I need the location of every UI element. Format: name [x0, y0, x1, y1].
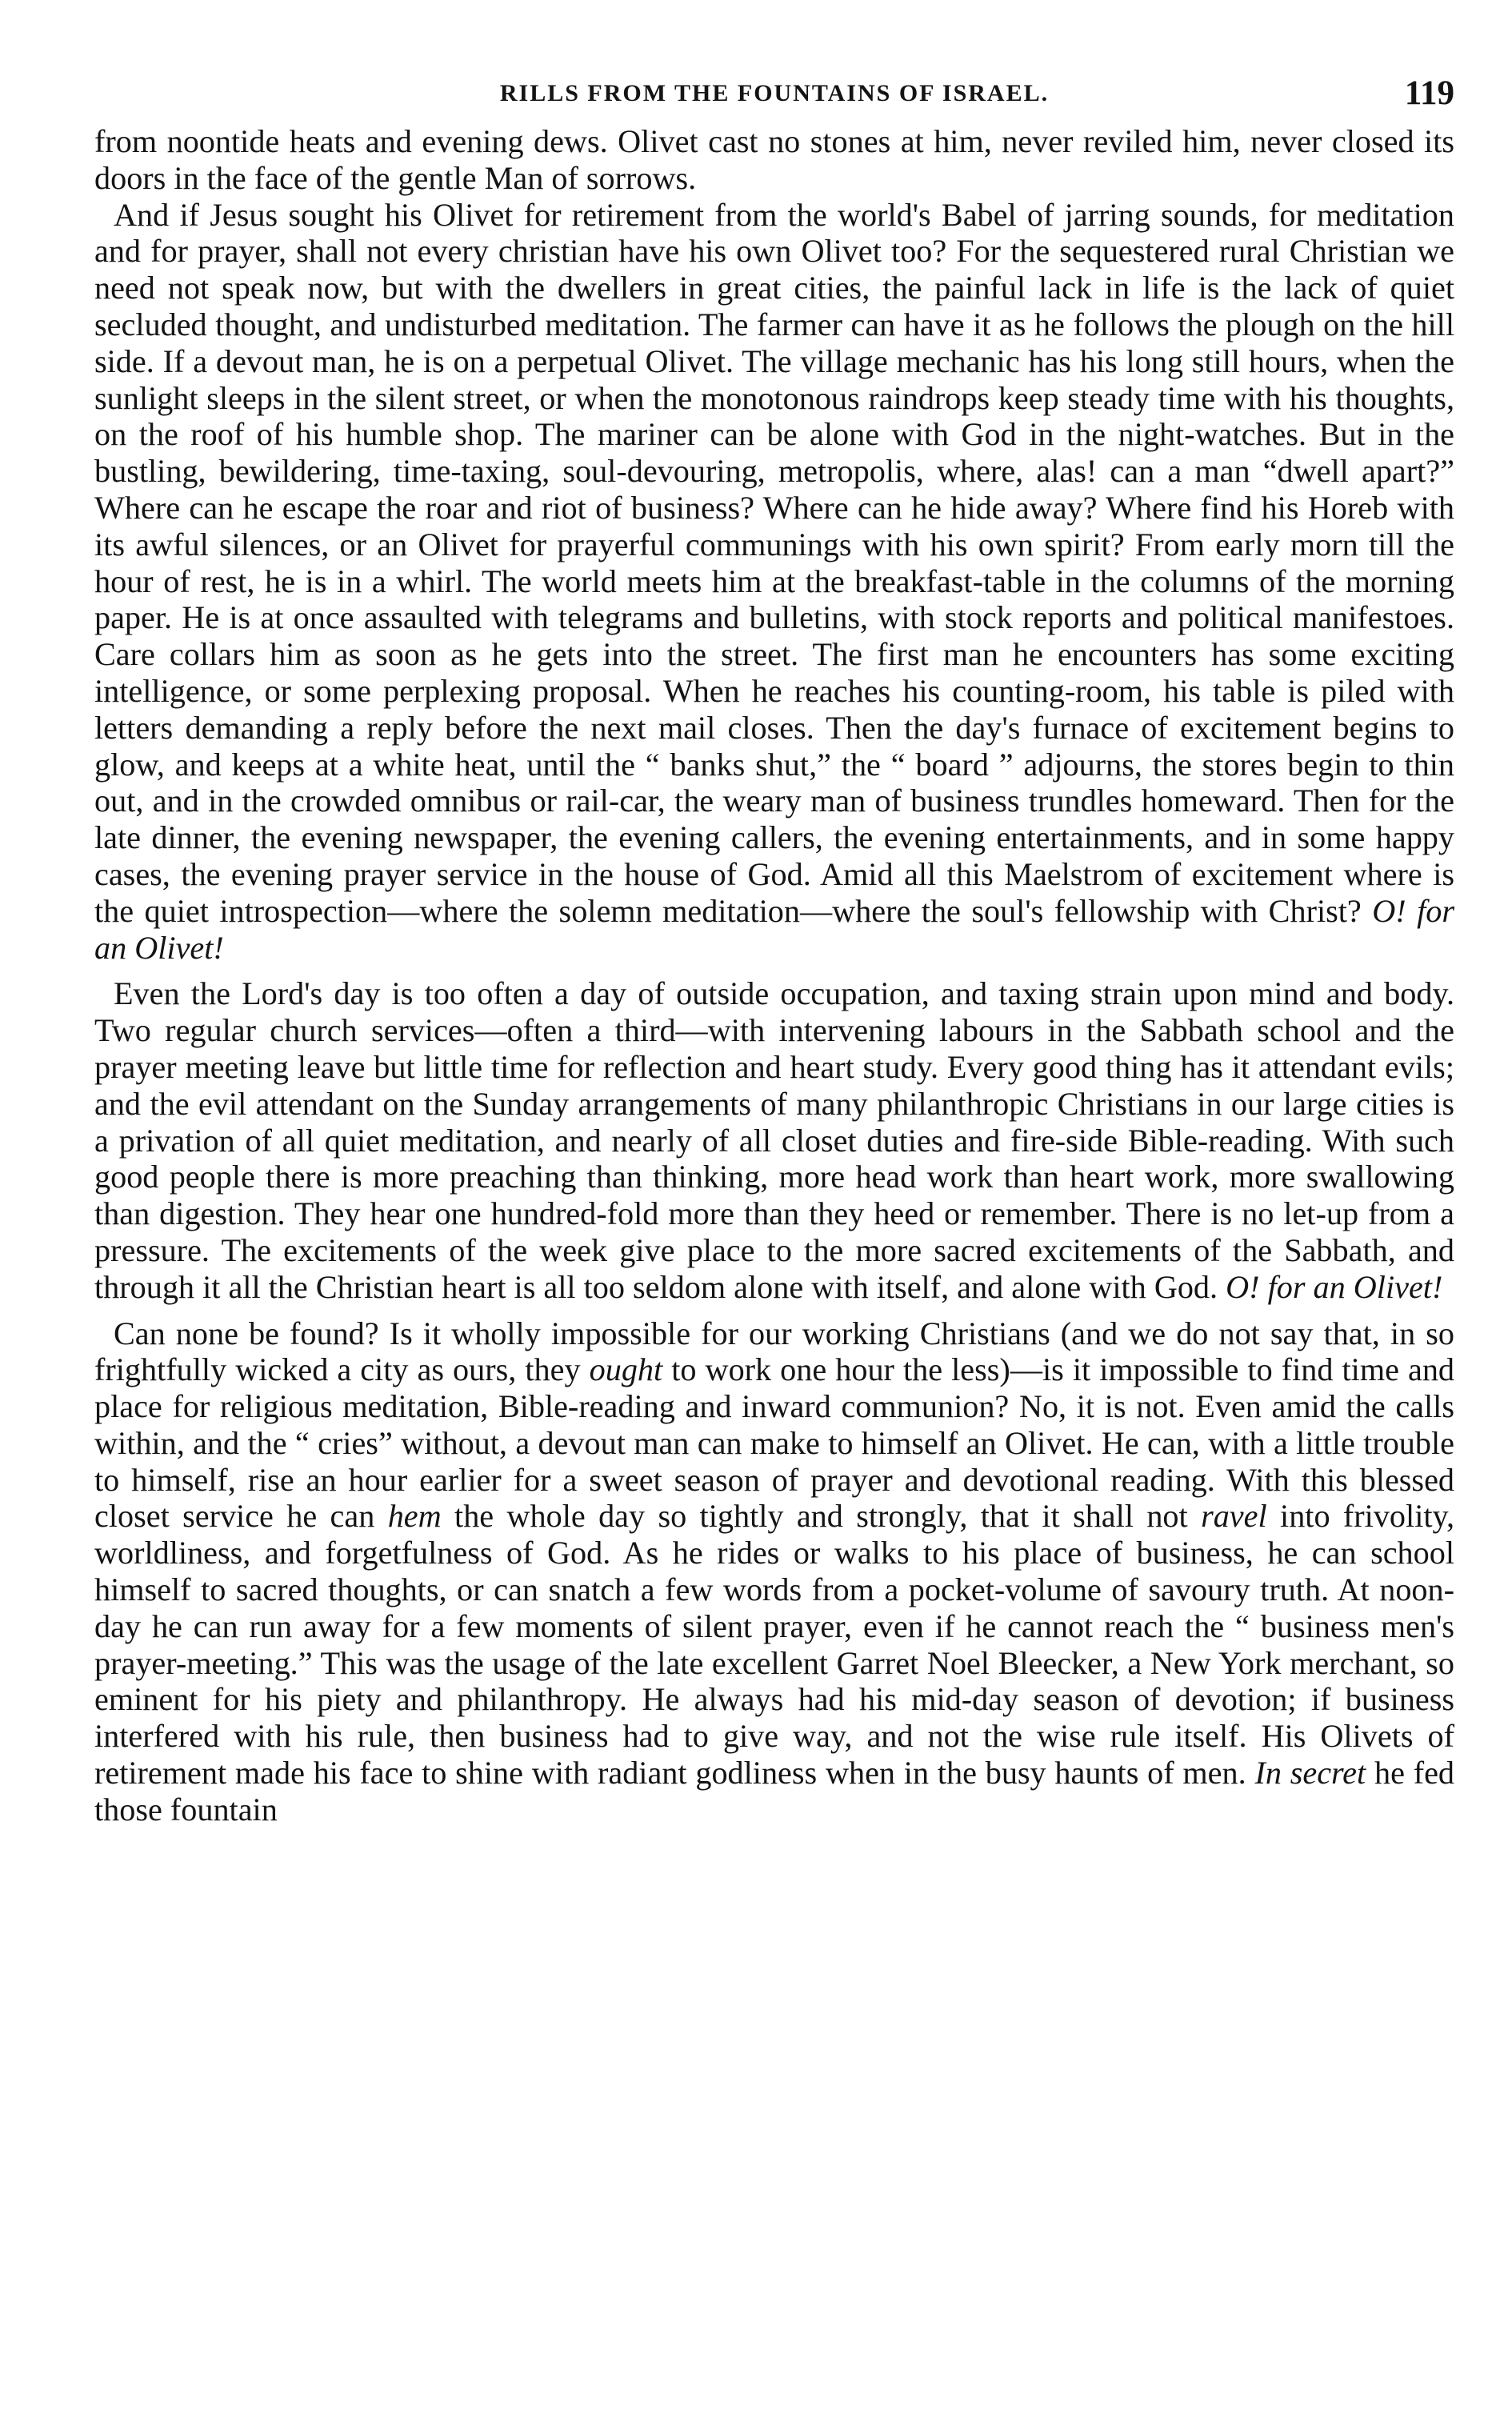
italic-word: ravel: [1201, 1498, 1267, 1535]
paragraph-text: Even the Lord's day is too often a day of outside occupation, and taxing strain upon mind and body. Two regular church services—often a third—with intervening labours in the Sabbath school and the prayer meeting leave but little time for reflection and heart study. Every good thing has it attendant evils; and the evil attendant on the Sunday arrangements of many philanthropic Christians in our large cities is a privation of all quiet meditation, and nearly of all closet duties and fire-side Bible-reading. With such good people there is more preaching than thinking, more head work than heart work, more swallowing than digestion. They hear one hundred-fold more than they heed or remember. There is no let-up from a pressure. The excitements of the week give place to the more sacred excitements of the Sabbath, and through it all the Christian heart is all too seldom alone with itself, and alone with God.: [94, 975, 1454, 1305]
paragraph-text: Can none be found? Is it wholly impossible for our working Christians (and we do not say that, in so frightfully wicked a city as ours, they: [94, 1315, 1454, 1388]
paragraph-2: [94, 197, 1454, 967]
paragraph-text: from noontide heats and evening dews. Olivet cast no stones at him, never reviled him, never closed its doors in the face of the gentle Man of sorrows.: [94, 123, 1454, 196]
paragraph-text: to work one hour the less)—is it impossible to find time and place for religious meditation, Bible-reading and inward communion? No, it is not. Even amid the calls within, and the “ cries” without, a devout man can make to himself an Olivet. He can, with a little trouble to himself, rise an hour earlier for a sweet season of prayer and devotional reading. With this blessed closet service he can: [94, 1351, 1455, 1535]
paragraph-text: into frivolity, worldliness, and forgetfulness of God. As he rides or walks to his place of business, he can school himself to sacred thoughts, or can snatch a few words from a pocket-volume of savoury truth. At noon-day he can run away for a few moments of silent prayer, even if he cannot reach the “ business men's prayer-meeting.” This was the usage of the late excellent Garret Noel Bleecker, a New York merchant, so eminent for his piety and philanthropy. He always had his mid-day season of devotion; if business interfered with his rule, then business had to give way, and not the wise rule itself. His Olivets of retirement made his face to shine with radiant godliness when in the busy haunts of men.: [94, 1498, 1455, 1791]
italic-word: hem: [387, 1498, 442, 1535]
book-page: [94, 74, 1454, 1828]
paragraph-3: [94, 975, 1454, 1305]
paragraph-text: he fed those fountain: [94, 1755, 1455, 1828]
running-header: [94, 74, 1454, 118]
italic-word: In secret: [1254, 1755, 1366, 1791]
paragraph-text: the whole day so tightly and strongly, that it shall not: [454, 1498, 1188, 1535]
italic-exclamation: O! for an Olivet!: [94, 892, 1455, 966]
running-title: RILLS FROM THE FOUNTAINS OF ISRAEL.: [499, 80, 1050, 106]
italic-word: ought: [589, 1351, 663, 1388]
page-number: 119: [1404, 74, 1454, 112]
paragraph-1: [94, 123, 1454, 197]
paragraph-text: And if Jesus sought his Olivet for retirement from the world's Babel of jarring sounds, for meditation and for prayer, shall not every christian have his own Olivet too? For the sequestered rural Christian we need not speak now, but with the dwellers in great cities, the painful lack in life is the lack of quiet secluded thought, and undisturbed meditation. The farmer can have it as he follows the plough on the hill side. If a devout man, he is on a perpetual Olivet. The village mechanic has his long still hours, when the sunlight sleeps in the silent street, or when the monotonous raindrops keep steady time with his thoughts, on the roof of his humble shop. The mariner can be alone with God in the night-watches. But in the bustling, bewildering, time-taxing, soul-devouring, metropolis, where, alas! can a man “dwell apart?” Where can he escape the roar and riot of business? Where can he hide away? Where find his Horeb with its awful silences, or an Olivet for prayerful communings with his own spirit? From early morn till the hour of rest, he is in a whirl. The world meets him at the breakfast-table in the columns of the morning paper. He is at once assaulted with telegrams and bulletins, with stock reports and political manifestoes. Care collars him as soon as he gets into the street. The first man he encounters has some exciting intelligence, or some perplexing proposal. When he reaches his counting-room, his table is piled with letters demanding a reply before the next mail closes. Then the day's furnace of excitement begins to glow, and keeps at a white heat, until the “ banks shut,” the “ board ” adjourns, the stores begin to thin out, and in the crowded omnibus or rail-car, the weary man of business trundles homeward. Then for the late dinner, the evening newspaper, the evening callers, the evening entertainments, and in some happy cases, the evening prayer service in the house of God. Amid all this Maelstrom of excitement where is the quiet introspection—where the solemn meditation—where the soul's fellowship with Christ?: [94, 196, 1454, 929]
paragraph-4: [94, 1315, 1454, 1828]
body-text: [94, 123, 1454, 1828]
italic-exclamation: O! for an Olivet!: [1226, 1268, 1443, 1305]
